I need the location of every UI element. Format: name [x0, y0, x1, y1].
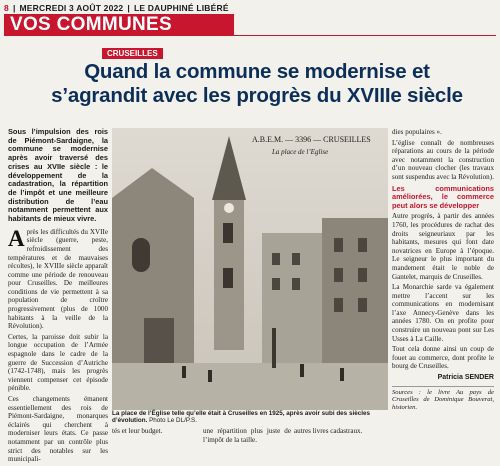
postcard-subtitle: La place de l’Eglise — [272, 148, 329, 156]
page-number: 8 — [4, 3, 9, 13]
author-signature: Patricia SENDER — [437, 374, 494, 382]
paragraph: Tout cela donne ainsi un coup de fouet au commerce, dont profite le bourg de Cruseilles. — [392, 345, 494, 371]
headline-line-2: s’agrandit avec les progrès du XVIIIe siècle — [51, 84, 463, 107]
page-header-strip — [4, 2, 496, 14]
paragraph: L’église connaît de nombreuses réparations au cours de la période avec notamment la construction d’un nouveau clocher (les travaux sont suspendus avec la Révolution). — [392, 138, 494, 181]
headline — [22, 60, 492, 108]
commune-tag: CRUSEILLES — [102, 48, 163, 59]
newspaper-name: LE DAUPHINÉ LIBÉRÉ — [133, 3, 229, 13]
paragraph: Après les difficultés du XVIIe siècle (guerre, peste, refroidissement des températures et de mauvaises récoltes), le XVIIIe siècle apparaît comme une période de renouveau pour Cruseilles. De meilleures conditions de vie permettent à sa population de croître progressivement (plus de 1000 habitants à la veille de la Révolution). — [8, 225, 108, 331]
sources-note: Sources : le livre Au pays de Cruseilles de Dominique Bouverat, historien. — [392, 386, 494, 412]
column-4 — [294, 427, 384, 438]
intertitle: Les communications améliorées, le commerce peut alors se développer — [392, 183, 494, 210]
headline-line-1: Quand la commune se modernise et — [84, 60, 430, 83]
caption-text: La place de l’Église telle qu’elle était à Cruseilles en 1925, après avoir subi des siècles d’évolution. — [112, 410, 370, 425]
paragraph: une répartition plus juste de l’impôt de la taille. — [203, 427, 291, 444]
photo-credit: Photo Le DL/P.S. — [149, 417, 197, 425]
paragraph: Autre progrès, à partir des années 1760, les procédures de rachat des droits seigneuriaux par les habitants, mesures qui font date novatrices en Europe à l’époque. Le seigneur le plus important du mandement était le noble de Gantelet, marquis de Cruseilles. — [392, 212, 494, 281]
postcard-photo — [112, 128, 388, 410]
separator: | — [127, 3, 130, 13]
column-1 — [8, 128, 108, 466]
paragraph: Ces changements émanent essentiellement des rois de Piémont-Sardaigne, monarques éclairés qui cherchent à moderniser leurs états. Ce passe notamment par un contrôle plus strict des notables sur les municipali- — [8, 395, 108, 464]
paragraph: autres livres cadastraux. — [294, 427, 363, 435]
column-5 — [392, 128, 494, 412]
paragraph: dies populaires ». — [392, 128, 442, 136]
paragraph: Certes, la paroisse doit subir la longue occupation de l’Armée espagnole dans le cadre de la guerre de Succession d’Autriche (1742-1748), mais les progrès viennent compenser cet épisode pénible. — [8, 332, 108, 393]
section-rule — [228, 35, 496, 36]
separator: | — [12, 3, 16, 13]
paragraph: tés et leur budget. — [112, 427, 163, 435]
column-2 — [112, 427, 200, 438]
section-banner: VOS COMMUNES — [4, 14, 234, 36]
article-lead: Sous l’impulsion des rois de Piémont-Sardaigne, la commune se modernise après avoir traversé des crises au XVIIe siècle : le développement de la cadastration, la répartition de l’impôt et une meilleure distribution de l’eau notamment permettent aux habitants de mieux vivre. — [8, 127, 108, 224]
drop-cap: A — [8, 225, 25, 251]
postcard-title: A.B.E.M. — 3396 — CRUSEILLES — [252, 135, 371, 144]
column-3 — [203, 427, 291, 446]
issue-date: MERCREDI 3 AOÛT 2022 — [19, 3, 124, 13]
photo-caption — [112, 410, 388, 424]
paragraph: La Monarchie sarde va également mettre l’accent sur les communications en modernisant l’axe Annecy-Genève dans les années 1780. On en profite pour construire un nouveau pont sur Les Usses à La Caille. — [392, 283, 494, 343]
